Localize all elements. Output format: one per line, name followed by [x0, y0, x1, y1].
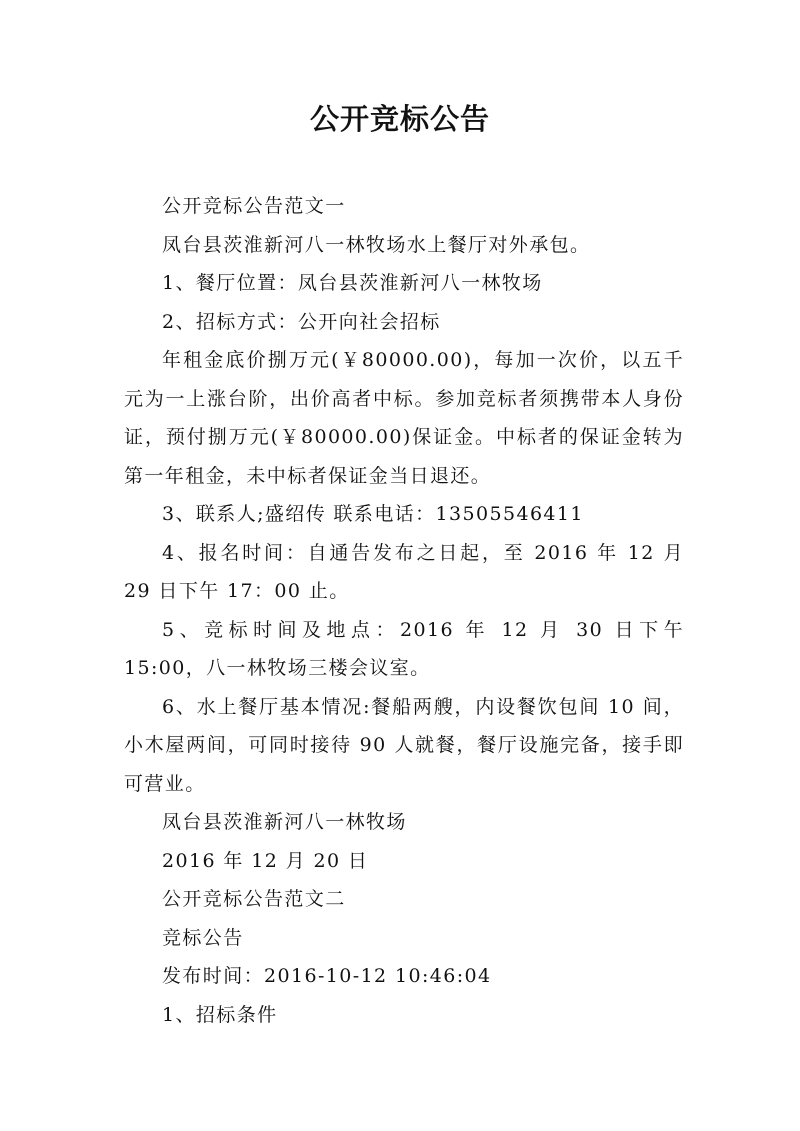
paragraph-bid-time-place: 5、竞标时间及地点：2016 年 12 月 30 日下午 15:00，八一林牧场三楼会议室。	[124, 618, 684, 679]
paragraph-restaurant-details: 6、水上餐厅基本情况:餐船两艘，内设餐饮包间 10 间，小木屋两间，可同时接待 90 人就餐，餐厅设施完备，接手即可营业。	[124, 695, 684, 795]
paragraph-bid-conditions: 1、招标条件	[162, 1003, 278, 1026]
paragraph-location: 1、餐厅位置：凤台县茨淮新河八一林牧场	[162, 272, 543, 294]
paragraph-heading-sample-one: 公开竞标公告范文一	[162, 195, 346, 217]
paragraph-registration-time: 4、报名时间：自通告发布之日起，至 2016 年 12 月 29 日下午 17：00 止。	[124, 541, 684, 602]
paragraph-heading-sample-two: 公开竞标公告范文二	[162, 888, 346, 910]
document-body	[124, 187, 684, 1034]
paragraph-subtitle-notice: 竞标公告	[162, 926, 244, 949]
paragraph-rent-terms: 年租金底价捌万元(￥80000.00)，每加一次价，以五千元为一上涨台阶，出价高者中标。参加竞标者须携带本人身份证，预付捌万元(￥80000.00)保证金。中标者的保证金转为第一年租金，未中标者保证金当日退还。	[124, 349, 684, 487]
paragraph-signature-org: 凤台县茨淮新河八一林牧场	[162, 811, 407, 833]
paragraph-bidding-method: 2、招标方式：公开向社会招标	[162, 310, 441, 333]
paragraph-contact: 3、联系人;盛绍传 联系电话：13505546411	[162, 503, 584, 525]
paragraph-signature-date: 2016 年 12 月 20 日	[162, 849, 369, 872]
document-title: 公开竞标公告	[309, 102, 490, 136]
paragraph-intro: 凤台县茨淮新河八一林牧场水上餐厅对外承包。	[162, 233, 591, 256]
paragraph-publish-time: 发布时间：2016-10-12 10:46:04	[162, 965, 492, 987]
